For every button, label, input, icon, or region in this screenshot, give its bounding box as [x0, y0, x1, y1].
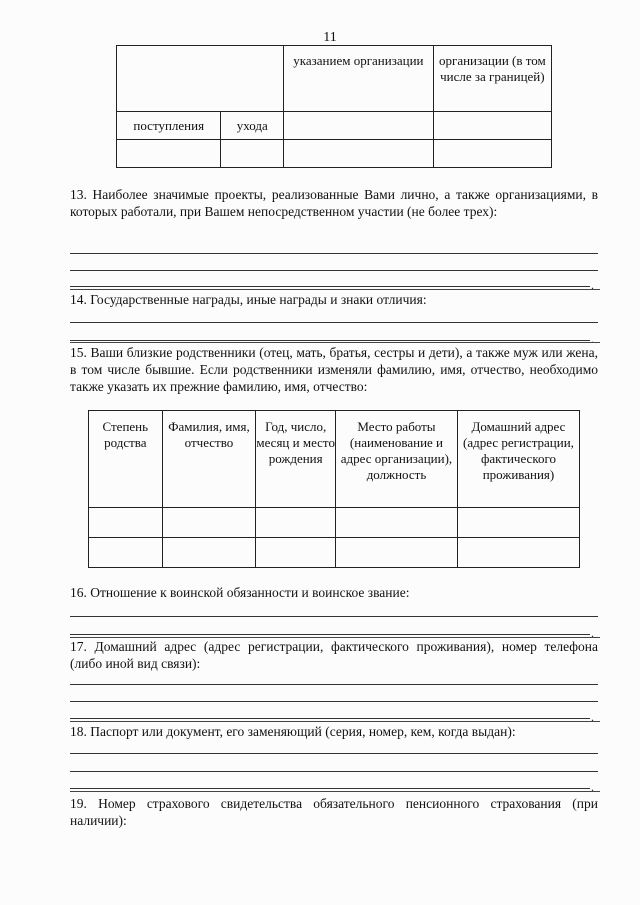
empty-cell[interactable]	[457, 508, 579, 538]
answer-line[interactable]	[70, 634, 590, 635]
answer-line[interactable]	[70, 753, 598, 754]
empty-cell[interactable]	[256, 538, 336, 568]
answer-line[interactable]	[70, 322, 598, 323]
line-end-mark: .	[591, 626, 594, 640]
question-17: 17. Домашний адрес (адрес регистрации, фактического проживания), номер телефона (либо иной вид связи):	[70, 639, 598, 671]
question-19: 19. Номер страхового свидетельства обязательного пенсионного страхования (при наличии):	[70, 796, 598, 828]
section-divider	[70, 721, 600, 722]
question-13: 13. Наиболее значимые проекты, реализованные Вами лично, а также организациями, в которых работали, при Вашем непосредственном участии (не более трех):	[70, 187, 598, 219]
column-header-home-address: Домашний адрес (адрес регистрации, фактического проживания)	[457, 411, 579, 508]
question-15: 15. Ваши близкие родственники (отец, мать, братья, сестры и дети), а также муж или жена, в том числе бывшие. Если родственники изменяли фамилию, имя, отчество, необходимо также указать их прежние фамилию, имя, отчество:	[70, 345, 598, 394]
line-end-mark: .	[591, 780, 594, 794]
question-18: 18. Паспорт или документ, его заменяющий (серия, номер, кем, когда выдан):	[70, 724, 516, 739]
line-end-mark: .	[591, 710, 594, 724]
answer-line[interactable]	[70, 270, 598, 271]
subheader-admission: поступления	[117, 112, 221, 140]
column-header-full-name: Фамилия, имя, отчество	[162, 411, 256, 508]
header-cell-dates	[117, 46, 284, 112]
subheader-departure: ухода	[221, 112, 284, 140]
section-divider	[70, 289, 600, 290]
line-end-mark: .	[591, 278, 594, 292]
section-divider	[70, 342, 600, 343]
empty-cell[interactable]	[335, 538, 457, 568]
answer-line[interactable]	[70, 286, 590, 287]
empty-cell[interactable]	[89, 508, 163, 538]
empty-cell	[221, 140, 284, 168]
empty-cell	[433, 140, 551, 168]
empty-cell	[117, 140, 221, 168]
header-cell-organization: указанием организации	[283, 46, 433, 112]
answer-line[interactable]	[70, 616, 598, 617]
column-header-workplace: Место работы (наименование и адрес организации), должность	[335, 411, 457, 508]
empty-cell[interactable]	[162, 538, 256, 568]
header-cell-location: организации (в том числе за границей)	[433, 46, 551, 112]
empty-cell[interactable]	[256, 508, 336, 538]
empty-cell[interactable]	[162, 508, 256, 538]
empty-cell	[433, 112, 551, 140]
empty-cell[interactable]	[457, 538, 579, 568]
answer-line[interactable]	[70, 701, 598, 702]
answer-line[interactable]	[70, 718, 590, 719]
answer-line[interactable]	[70, 684, 598, 685]
employment-table	[116, 45, 552, 168]
page-number: 11	[323, 30, 337, 45]
column-header-birth: Год, число, месяц и место рождения	[256, 411, 336, 508]
empty-cell[interactable]	[89, 538, 163, 568]
empty-cell	[283, 140, 433, 168]
question-14: 14. Государственные награды, иные награды и знаки отличия:	[70, 292, 427, 307]
answer-line[interactable]	[70, 253, 598, 254]
answer-line[interactable]	[70, 771, 598, 772]
column-header-kinship: Степень родства	[89, 411, 163, 508]
empty-cell[interactable]	[335, 508, 457, 538]
relatives-table	[88, 410, 580, 568]
question-16: 16. Отношение к воинской обязанности и воинское звание:	[70, 585, 410, 600]
answer-line[interactable]	[70, 340, 590, 341]
section-divider	[70, 791, 600, 792]
answer-line[interactable]	[70, 788, 590, 789]
line-end-mark: .	[591, 332, 594, 346]
empty-cell	[283, 112, 433, 140]
